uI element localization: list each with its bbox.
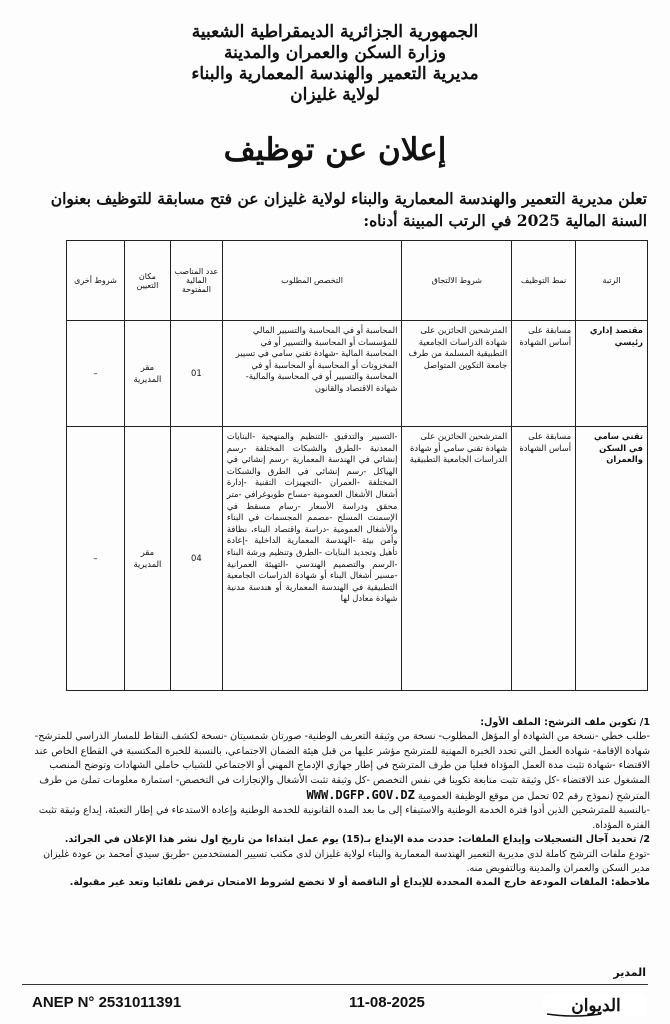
header-rank: الرتبة [576, 241, 648, 321]
header-other: شروط أخرى [67, 241, 125, 321]
publication-date: 11-08-2025 [349, 994, 425, 1011]
table-row [67, 321, 648, 427]
cell-conditions: المترشحين الحائزين على شهادة تقني سامي أو شهادة الدراسات الجامعية التطبيقية [402, 427, 512, 691]
intro-paragraph: تعلن مديرية التعمير والهندسة المعمارية والبناء لولاية غليزان عن فتح مسابقة للتوظيف بعنوان السنة المالية 2025 في الرتب المبينة أدناه: [50, 189, 647, 230]
document-header [40, 22, 630, 106]
deadline-heading: 2/ تحديد آجال التسجيلات وإيداع الملفات: حددت مدة الإيداع بـ(15) يوم عمل ابتداءا من تاريخ اول نشر هذا الإعلان في الجرائد. [64, 834, 650, 846]
cell-location: مقر المديرية [124, 427, 170, 691]
file-requirements-text: -طلب خطي -نسخة من الشهادة أو المؤهل المطلوب- نسخة من وثيقة التعريف الوطنية- صورتان شمسيتان -نسخة لكشف النقاط للمسار الدراسي للمترشح- شهادة الإقامة- شهادة العمل التي تحدد الخبرة المهنية للمترشح مؤشر عليها من قبل هيئة الضمان الاجتماعي، بالنسبة للخبرة المكتسبة في القطاع الخاص عند الاقتضاء -شهادة تثبت مدة العمل المؤداة فعليا من طرف المترشح في إطار جهازي الإدماج المهني أو الاجتماعي للشباب حاملي الشهادات وتوضح المنصب المشغول عند الاقتضاء -كل وثيقة تثبت متابعة تكوينا في نفس التخصص -كل وثيقة تثبت الأشغال والإنجازات في التخصص- استمارة معلومات تملئ من طرف المترشح (نموذج رقم 02 تحمل من موقع الوظيفة العمومية [34, 731, 650, 803]
cell-mode: مسابقة على أساس الشهادة [512, 321, 576, 427]
dgfp-url: WWW.DGFP.GOV.DZ [306, 788, 415, 803]
header-conditions: شروط الالتحاق [402, 241, 512, 321]
logo-text: الديوان [571, 996, 621, 1016]
header-line-ministry: وزارة السكن والعمران والمدينة [224, 43, 446, 63]
header-line-republic: الجمهورية الجزائرية الديمقراطية الشعبية [191, 22, 479, 42]
header-specialty: التخصص المطلوب [222, 241, 402, 321]
cell-specialty: المحاسبة أو في المحاسبة والتسيير المالي للمؤسسات أو المحاسبة والتسيير أو في المحاسبة المالية -شهادة تقني سامي في تسيير المخزونات أو المحاسبة أو المحاسبة أو في المحاسبة والتسيير أو في المحاسبة والمالية- شهادة الاقتصاد والقانون [222, 321, 402, 427]
header-mode: نمط التوظيف [512, 241, 576, 321]
anep-number: ANEP N° 2531011391 [32, 994, 182, 1011]
deposit-text: -تودع ملفات الترشح كاملة لدى مديرية التعمير الهندسة المعمارية والبناء لولاية غليزان لدى مكتب تسيير المستخدمين -طريق سيدي أمحمد بن عودة غليزان مدير السكن والعمران والمدينة وبالتفويض منه. [43, 848, 650, 875]
note-text: ملاحظة: الملفات المودعة خارج المدة المحددة للإيداع أو الناقصة أو لا تخضع لشروط الامتحان ترفض تلقائيا وتعد غير مقبولة. [69, 877, 650, 889]
announcement-title: إعلان عن توظيف [223, 132, 447, 168]
footer-divider [22, 984, 648, 985]
cell-specialty: -التسيير والتدقيق -التنظيم والمنهجية -البنايات المعدنية -الطرق والشبكات المختلفة -رسم إنشائي في الهندسة المعمارية -رسم إنشائي في الهياكل -رسم إنشائي في الطرق والشبكات المختلفة -العمران -التجهيزات التقنية -إدارة أشغال الأشغال العمومية -مساح طوبوغرافي -متر محقق ودراسة الأسعار -رسام مسقط في الإسمنت المسلح -مصمم المجسمات في البناء والأشغال العمومية -دراسة واقتصاد البناء، نظافة وأمن بيئة -الهندسة المعمارية الداخلية -إعادة تأهيل وتجديد البنايات -الطرق وتنظيم ورشة البناء -الرسم والتصميم الهندسي -التهيئة العمرانية -مسير أشغال البناء أو شهادة الدراسات الجامعية التطبيقية في الهندسة المعمارية أو هندسة مدنية شهادة معادل لها [222, 427, 402, 691]
file-heading: 1/ تكوين ملف الترشح: الملف الأول: [480, 717, 650, 728]
national-service-text: -بالنسبة للمترشحين الذين أدوا فترة الخدمة الوطنية والاستيفاء إلى ما بعد المدة القانونية للخدمة الوطنية وإعادة الاستدعاء في إطار التعبئة، إيداع وثيقة تثبت الفترة المؤداة. [38, 805, 650, 831]
cell-other: – [67, 427, 125, 691]
header-line-wilaya: لولاية غليزان [290, 85, 380, 105]
header-positions: عدد المناصب المالية المفتوحة [170, 241, 222, 321]
cell-rank: تقني سامي في السكن والعمران [576, 427, 648, 691]
cell-rank: مقتصد إداري رئيسي [576, 321, 648, 427]
cell-positions: 04 [170, 427, 222, 691]
table-row [67, 427, 648, 691]
cell-other: – [67, 321, 125, 427]
cell-mode: مسابقة على أساس الشهادة [512, 427, 576, 691]
table-header-row [67, 241, 648, 321]
signature: المدير [613, 966, 646, 979]
positions-table [66, 240, 648, 691]
conditions-section [22, 716, 650, 891]
cell-location: مقر المديرية [124, 321, 170, 427]
cell-positions: 01 [170, 321, 222, 427]
header-line-directorate: مديرية التعمير والهندسة المعمارية والبناء [191, 64, 479, 84]
file-requirements [22, 730, 650, 804]
header-location: مكان التعيين [124, 241, 170, 321]
newspaper-logo [543, 990, 649, 1018]
cell-conditions: المترشحين الحائزين على شهادة الدراسات الجامعية التطبيقية المسلمة من طرف جامعة التكوين المتواصل [402, 321, 512, 427]
